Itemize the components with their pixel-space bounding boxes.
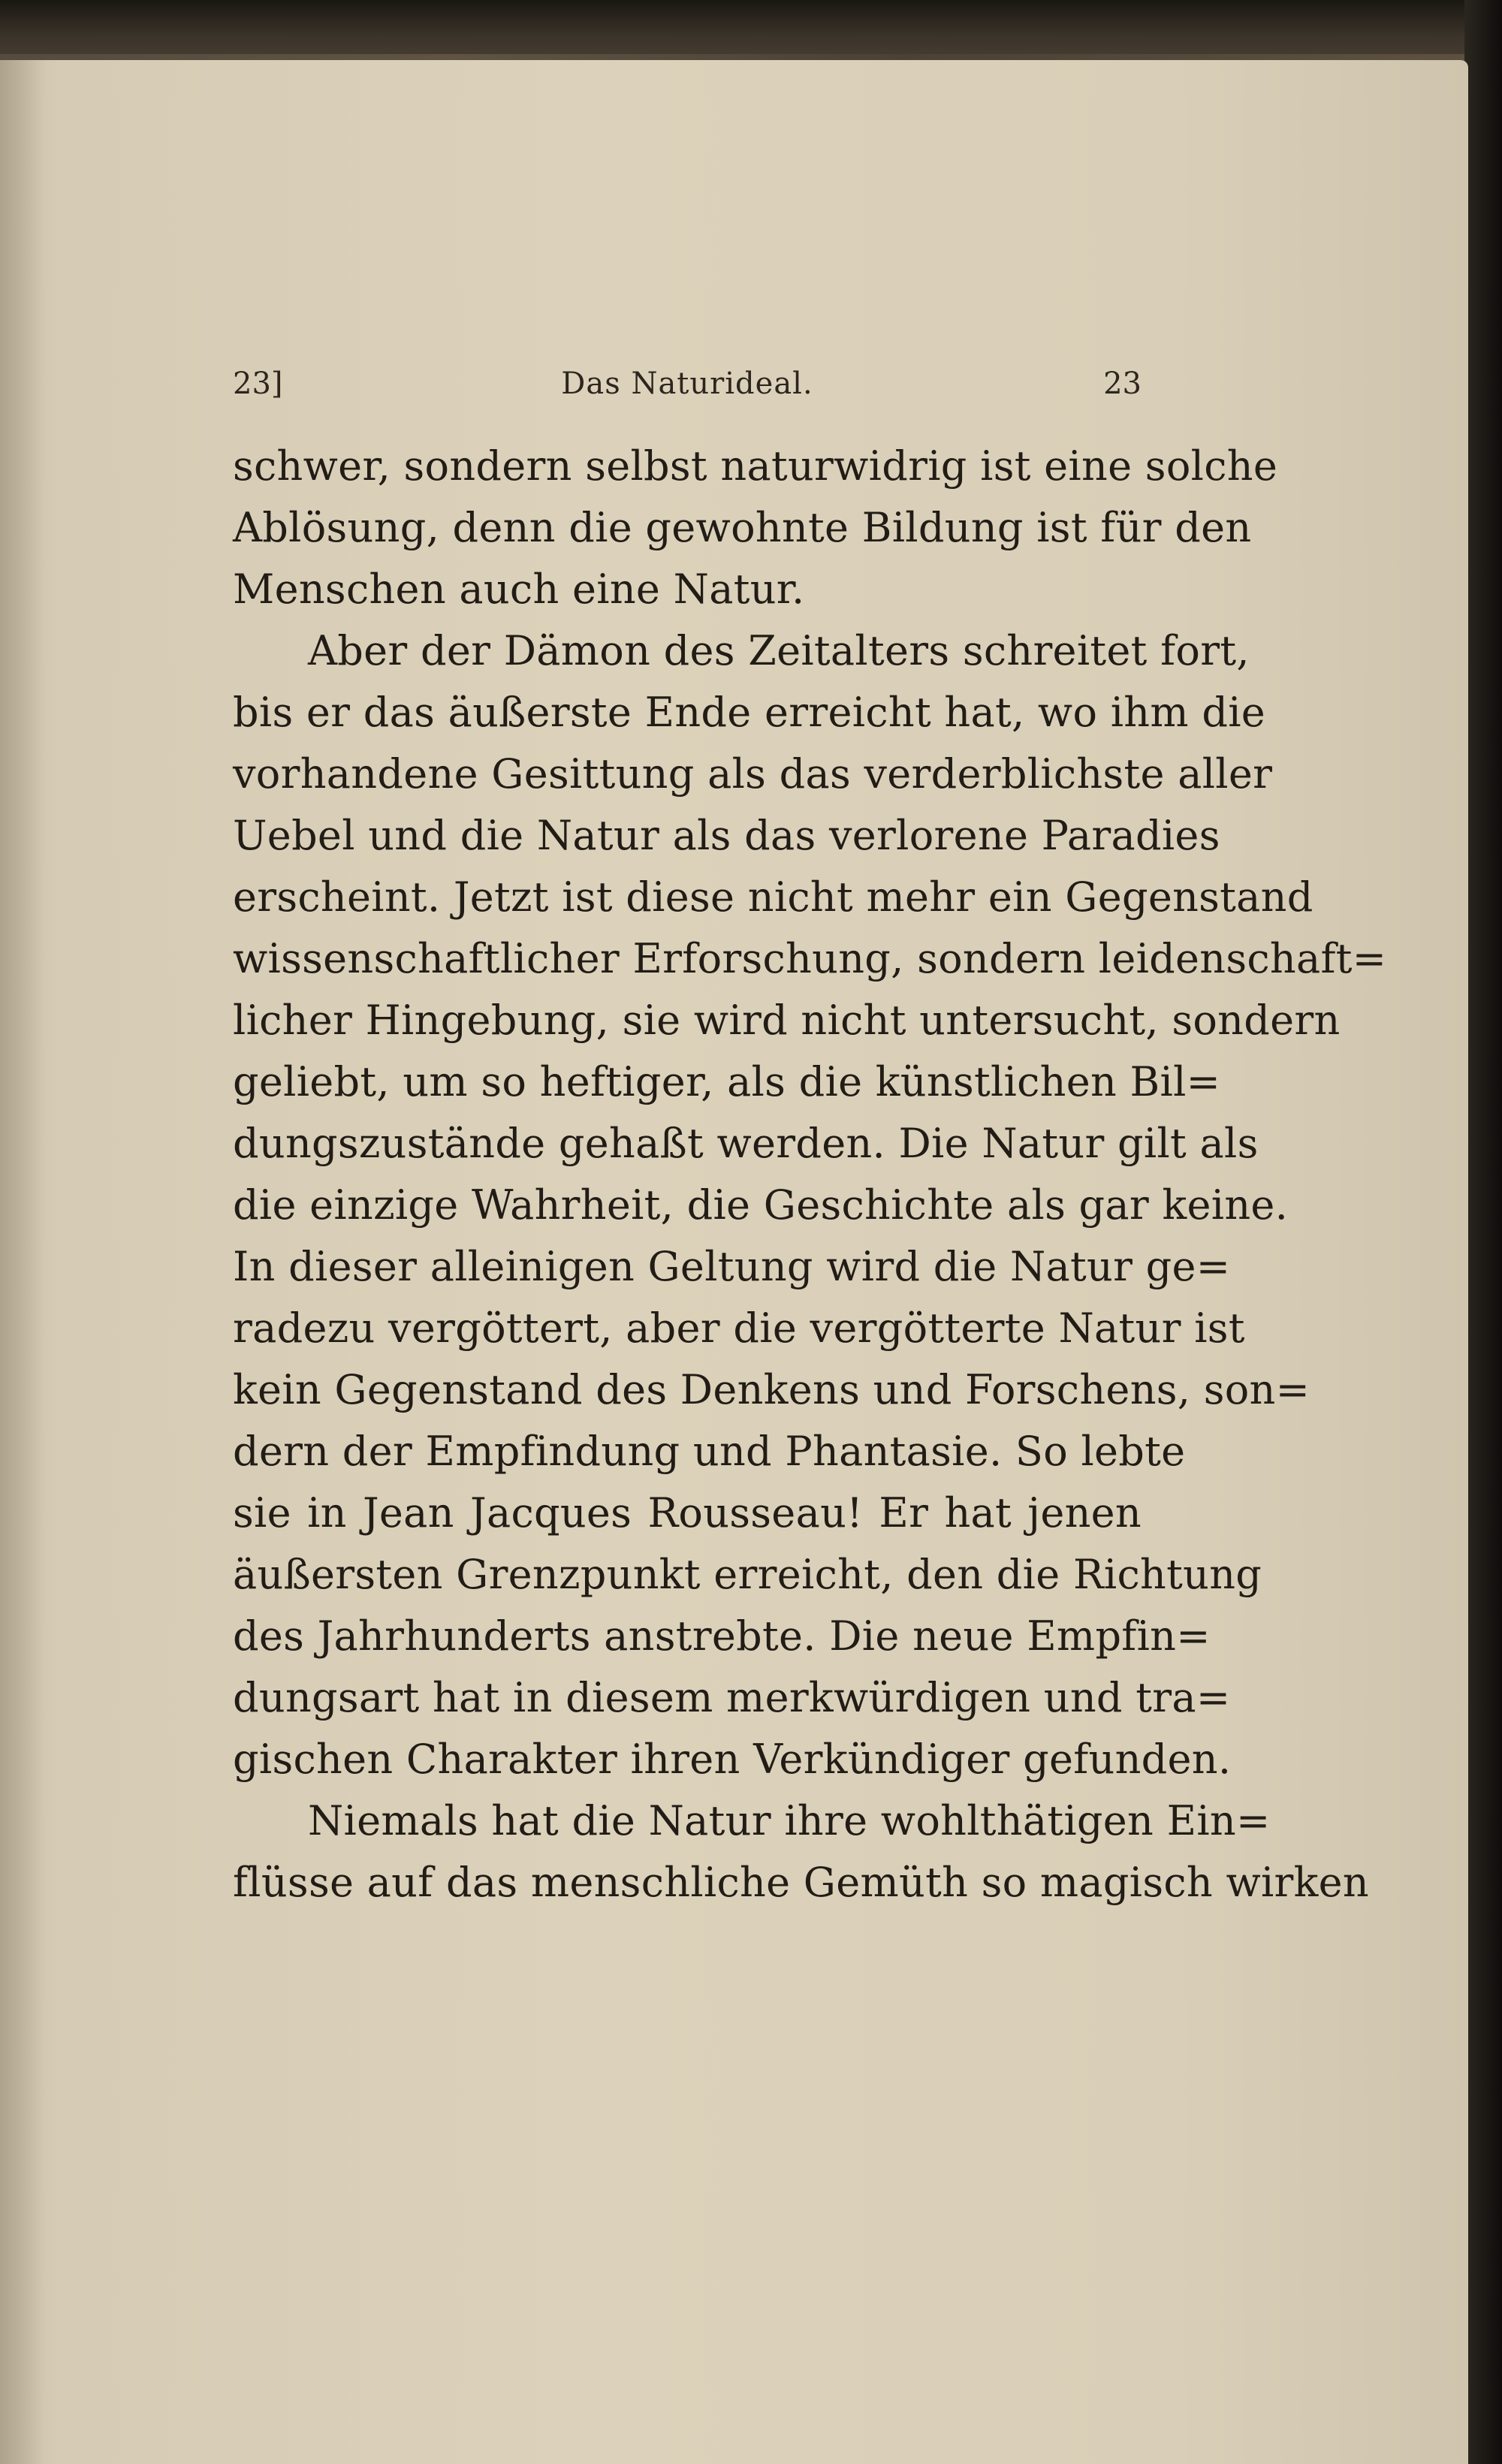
text-line: geliebt, um so heftiger, als die künstlichen Bil= <box>233 1058 1221 1105</box>
text-line: Uebel und die Natur als das verlorene Paradies <box>233 812 1220 859</box>
text-line: äußersten Grenzpunkt erreicht, den die Richtung <box>233 1551 1262 1598</box>
text-line: die einzige Wahrheit, die Geschichte als gar keine. <box>233 1181 1289 1229</box>
running-head <box>233 366 1142 412</box>
text-line: Ablösung, denn die gewohnte Bildung ist für den <box>233 504 1252 551</box>
text-line: gischen Charakter ihren Verkündiger gefunden. <box>233 1736 1232 1783</box>
text-line: sie in Jean Jacques Rousseau! Er hat jenen <box>233 1489 1142 1537</box>
text-line: licher Hingebung, sie wird nicht untersucht, sondern <box>233 997 1341 1044</box>
chapter-title: Das Naturideal. <box>561 366 813 401</box>
text-line: dungsart hat in diesem merkwürdigen und tra= <box>233 1674 1231 1721</box>
text-line: Aber der Dämon des Zeitalters schreitet fort, <box>308 627 1250 674</box>
book-cover-edge <box>1464 0 1502 2464</box>
text-line: Niemals hat die Natur ihre wohlthätigen Ein= <box>308 1797 1271 1844</box>
text-line: Menschen auch eine Natur. <box>233 565 805 613</box>
text-line: kein Gegenstand des Denkens und Forschens, son= <box>233 1366 1310 1413</box>
text-line: flüsse auf das menschliche Gemüth so magisch wirken <box>233 1859 1370 1906</box>
body-text <box>233 436 1387 1914</box>
text-line: wissenschaftlicher Erforschung, sondern leidenschaft= <box>233 935 1387 982</box>
text-line: erscheint. Jetzt ist diese nicht mehr ein Gegenstand <box>233 873 1313 921</box>
text-line: schwer, sondern selbst naturwidrig ist eine solche <box>233 442 1278 490</box>
text-line: vorhandene Gesittung als das verderblichste aller <box>233 750 1273 798</box>
text-line: dungszustände gehaßt werden. Die Natur gilt als <box>233 1120 1259 1167</box>
page-number-left: 23] <box>233 366 283 401</box>
text-line: bis er das äußerste Ende erreicht hat, wo ihm die <box>233 689 1266 736</box>
book-binding-edge <box>0 0 1502 68</box>
text-line: In dieser alleinigen Geltung wird die Natur ge= <box>233 1243 1231 1290</box>
text-line: radezu vergöttert, aber die vergötterte Natur ist <box>233 1304 1245 1352</box>
page-number-right: 23 <box>1103 366 1142 401</box>
text-line: dern der Empfindung und Phantasie. So lebte <box>233 1428 1186 1475</box>
text-line: des Jahrhunderts anstrebte. Die neue Empfin= <box>233 1612 1211 1660</box>
